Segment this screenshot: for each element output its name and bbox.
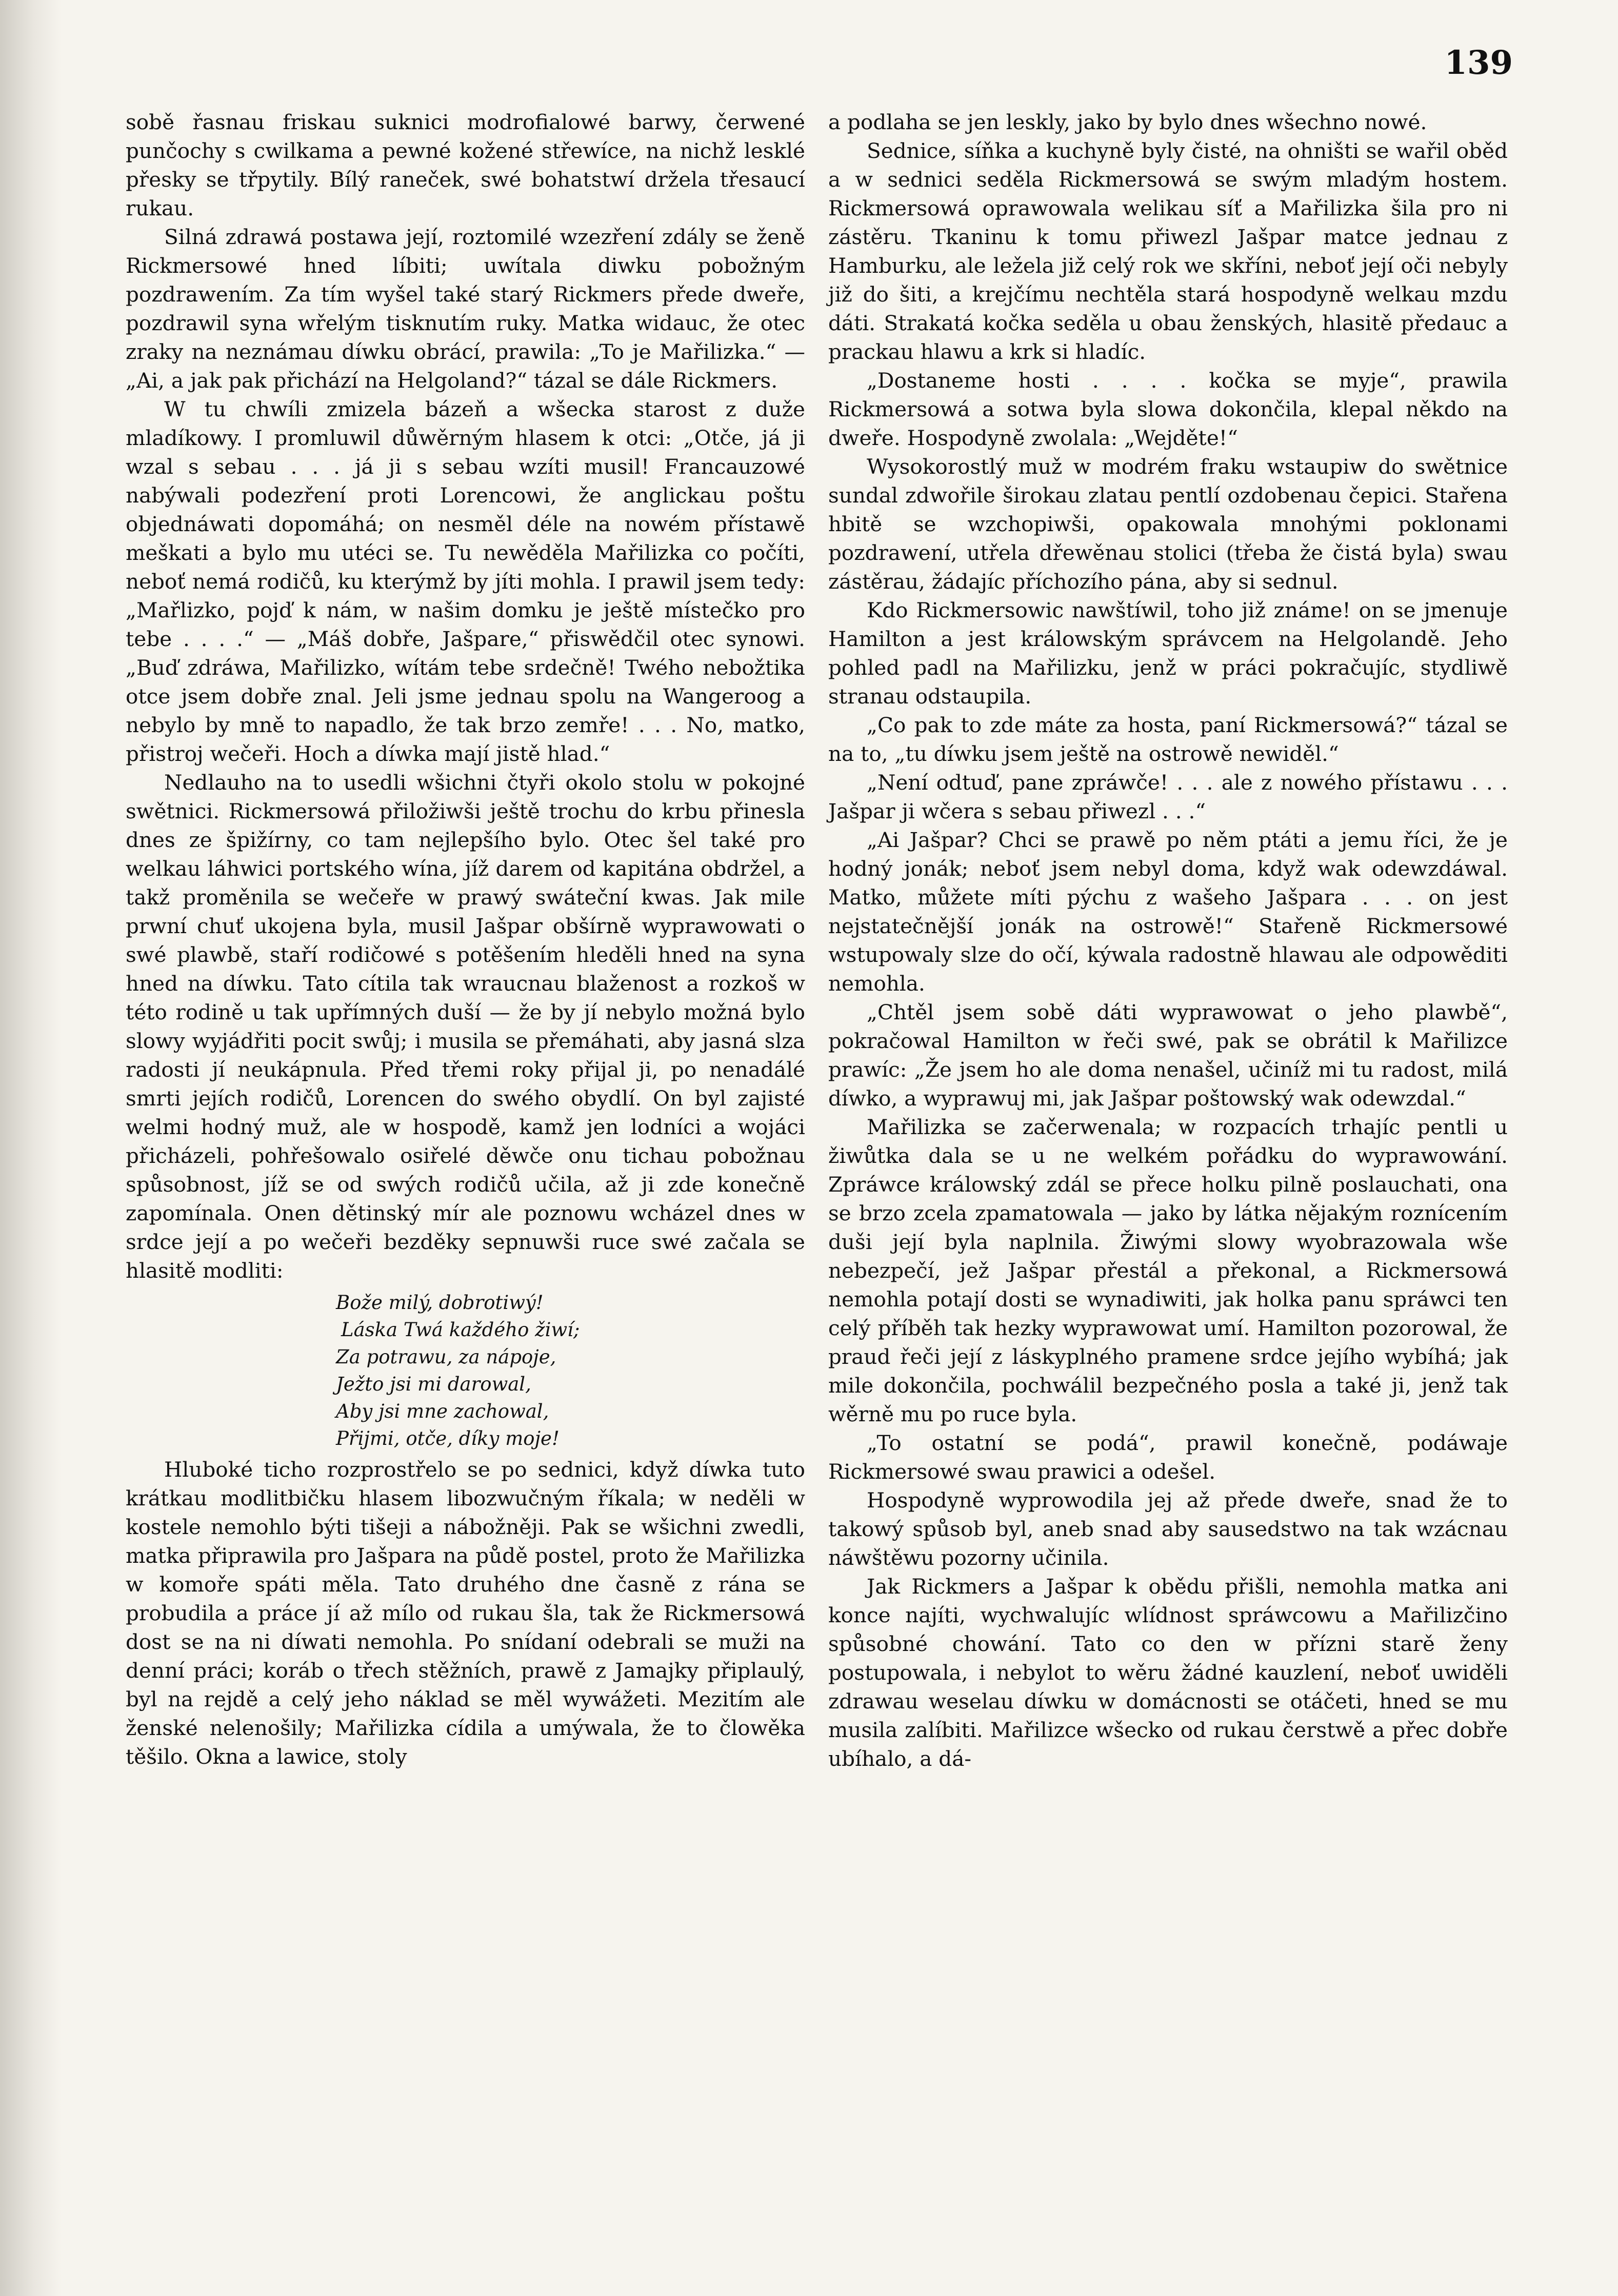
paragraph: Nedlauho na to usedli wšichni čtyři okolo stolu w pokojné swětnici. Rickmersowá přiložiwši ještě trochu do krbu přinesla dnes ze špižírny, co tam nejlepšího bylo. Otec šel také pro welkau láhwici portského wína, jíž darem od kapitána obdržel, a takž proměnila se wečeře w prawý swáteční kwas. Jak mile prwní chuť ukojena byla, musil Jašpar obšírně wyprawowati o swé plawbě, staří rodičowé s potěšením hleděli hned na syna hned na díwku. Tato cítila tak wraucnau blaženost a rozkoš w této rodině u tak upřímných duší — že by jí nebylo možná bylo slowy wyjádřiti pocit swůj; i musila se přemáhati, aby jasná slza radosti jí neukápnula. Před třemi roky přijal ji, po nenadálé smrti jejích rodičů, Lorencen do swého obydlí. On byl zajisté welmi hodný muž, ale w hospodě, kamž jen lodníci a wojáci přicházeli, pohřešowalo osiřelé děwče onu tichau pobožnau spůsobnost, jíž se od swých rodičů učila, až ji zde konečně zapomínala. Onen dětinský mír ale poznowu wcházel dnes w srdce její a po wečeři bezděky sepnuwši ruce swé začala se hlasitě modliti: xyxy=(126,770,805,1283)
paragraph: „Ai Jašpar? Chci se prawě po něm ptáti a jemu říci, že je hodný jonák; neboť jsem nebyl doma, když wak odewzdáwal. Matko, můžete míti pýchu z wašeho Jašpara . . . on jest nejstatečnější jonák na ostrowě!“ Stařeně Rickmersowé wstupowaly slze do očí, kýwala radostně hlawau ale odpowěditi nemohla. xyxy=(828,828,1508,996)
prayer-poem xyxy=(336,1289,805,1452)
poem-line: Přijmi, otče, díky moje! xyxy=(336,1427,560,1449)
paragraph: Kdo Rickmersowic nawštíwil, toho již známe! on se jmenuje Hamilton a jest králowským správcem na Helgolandě. Jeho pohled padl na Mařilizku, jenž w práci pokračujíc, stydliwě stranau odstaupila. xyxy=(828,598,1508,709)
paragraph: Wysokorostlý muž w modrém fraku wstaupiw do swětnice sundal zdwořile širokau zlatau pentlí ozdobenau čepici. Stařena hbitě se wzchopiwši, opakowala mnohými poklonami pozdrawení, utřela dřewěnau stolici (třeba že čistá byla) swau zástěrau, žádajíc příchozího pána, aby si sednul. xyxy=(828,454,1508,594)
paragraph: Sednice, síňka a kuchyně byly čisté, na ohništi se wařil oběd a w sednici seděla Rickmersowá se swým mladým hostem. Rickmersowá oprawowala welikau síť a Mařilizka šila pro ni zástěru. Tkaninu k tomu přiwezl Jašpar matce jednau z Hamburku, ale ležela již celý rok we skříni, neboť její oči nebyly již do šiti, a krejčímu nechtěla stará hospodyně welkau mzdu dáti. Strakatá kočka seděla u obau ženských, hlasitě předauc a prackau hlawu a krk si hladíc. xyxy=(828,138,1508,364)
paragraph: Silná zdrawá postawa její, roztomilé wzezření zdály se ženě Rickmersowé hned líbiti; uwítala diwku pobožným pozdrawením. Za tím wyšel také starý Rickmers přede dweře, pozdrawil syna wřelým tisknutím ruky. Matka widauc, že otec zraky na neznámau díwku obrácí, prawila: „To je Mařilizka.“ — „Ai, a jak pak přichází na Helgoland?“ tázal se dále Rickmers. xyxy=(126,225,805,393)
paragraph: sobě řasnau friskau suknici modrofialowé barwy, čerwené punčochy s cwilkama a pewné kožené střewíce, na nichž lesklé přesky se třpytily. Bílý raneček, swé bohatstwí držela třesaucí rukau. xyxy=(126,110,805,220)
poem-line: Za potrawu, za nápoje, xyxy=(336,1346,556,1368)
paragraph: Hluboké ticho rozprostřelo se po sednici, když díwka tuto krátkau modlitbičku hlasem libozwučným říkala; w neděli w kostele nemohlo býti tišeji a nábožněji. Pak se wšichni zwedli, matka připrawila pro Jašpara na půdě postel, proto že Mařilizka w komoře spáti měla. Tato druhého dne časně z rána se probudila a práce jí až mílo od rukau šla, tak že Rickmersowá dost se na ni díwati nemohla. Po snídaní odebrali se muži na denní práci; koráb o třech stěžních, prawě z Jamajky připlaulý, byl na rejdě a celý jeho náklad se měl wywážeti. Mezitím ale ženské nelenošily; Mařilizka cídila a umýwala, že to člowěka těšilo. Okna a lawice, stoly xyxy=(126,1457,805,1769)
poem-line: Bože milý, dobrotiwý! xyxy=(336,1292,544,1314)
poem-line: Aby jsi mne zachowal, xyxy=(336,1400,549,1422)
paragraph: „Chtěl jsem sobě dáti wyprawowat o jeho plawbě“, pokračowal Hamilton w řeči swé, pak se obrátil k Mařilizce prawíc: „Že jsem ho ale doma nenašel, učiníž mi tu radost, milá díwko, a wyprawuj mi, jak Jašpar poštowský wak odewzdal.“ xyxy=(828,1000,1508,1111)
paragraph: a podlaha se jen leskly, jako by bylo dnes wšechno nowé. xyxy=(828,110,1427,134)
paragraph: Jak Rickmers a Jašpar k obědu přišli, nemohla matka ani konce najíti, wychwalujíc wlídnost spráwcowu a Mařilizčino spůsobné chowání. Tato co den w přízni starě ženy postupowala, i nebylot to wěru žádné kauzlení, neboť uwiděli zdrawau weselau díwku w domácnosti se otáčeti, hned se mu musila zalíbiti. Mařilizce wšecko od rukau čerstwě a přec dobře ubíhalo, a dá- xyxy=(828,1574,1508,1771)
paragraph: „Není odtuď, pane zpráwče! . . . ale z nowého přístawu . . . Jašpar ji wčera s sebau přiwezl . . .“ xyxy=(828,770,1508,823)
paragraph: W tu chwíli zmizela bázeň a wšecka starost z duže mladíkowy. I promluwil důwěrným hlasem k otci: „Otče, já ji wzal s sebau . . . já ji s sebau wzíti musil! Francauzowé nabýwali podezření proti Lorencowi, že anglickau poštu objednáwati dopomáhá; on nesměl déle na nowém přístawě meškati a bylo mu utéci se. Tu newěděla Mařilizka co počíti, neboť nemá rodičů, ku kterýmž by jíti mohla. I prawil jsem tedy: „Mařlizko, pojď k nám, w našim domku je ještě místečko pro tebe . . . .“ — „Máš dobře, Jašpare,“ přiswědčil otec synowi. „Buď zdráwa, Mařilizko, wítám tebe srdečně! Twého nebožtika otce jsem dobře znal. Jeli jsme jednau spolu na Wangeroog a nebylo by mně to napadlo, že tak brzo zemře! . . . No, matko, přistroj wečeři. Hoch a díwka mají jistě hlad.“ xyxy=(126,397,805,766)
left-column xyxy=(126,108,805,1771)
right-column xyxy=(828,108,1508,1773)
poem-line: Ježto jsi mi darowal, xyxy=(336,1373,531,1395)
poem-line: Láska Twá každého žiwí; xyxy=(341,1319,580,1341)
paragraph: Mařilizka se začerwenala; w rozpacích trhajíc pentli u žiwůtka dala se u ne welkém pořádku do wyprawowání. Zpráwce králowský zdál se přece holku pilně poslauchati, ona se brzo zcela zpamatowala — jako by látka nějakým roznícením duši její byla naplnila. Žiwými slowy wyobrazowala wše nebezpečí, jež Jašpar přestál a překonal, a Rickmersowá nemohla potají dosti se wynadiwiti, jak holka panu spráwci ten celý příběh tak hezky wyprawowat umí. Hamilton pozorowal, že praud řeči její z láskyplného pramene srdce jejího wybíhá; jak mile dokončila, pochwálil bezpečného posla a také ji, jenž tak wěrně mu po ruce byla. xyxy=(828,1115,1508,1426)
paragraph: „Dostaneme hosti . . . . kočka se myje“, prawila Rickmersowá a sotwa byla slowa dokončila, klepal někdo na dweře. Hospodyně zwolala: „Wejděte!“ xyxy=(828,368,1508,450)
paragraph: „Co pak to zde máte za hosta, paní Rickmersowá?“ tázal se na to, „tu díwku jsem ještě na ostrowě newiděl.“ xyxy=(828,713,1508,766)
paragraph: Hospodyně wyprowodila jej až přede dweře, snad že to takowý spůsob byl, aneb snad aby sausedstwo na tak wzácnau náwštěwu pozorny učinila. xyxy=(828,1488,1508,1570)
paragraph: „To ostatní se podá“, prawil konečně, podáwaje Rickmersowé swau prawici a odešel. xyxy=(828,1431,1508,1484)
page-number: 139 xyxy=(1444,44,1513,82)
page-binding-shadow xyxy=(0,0,62,2296)
